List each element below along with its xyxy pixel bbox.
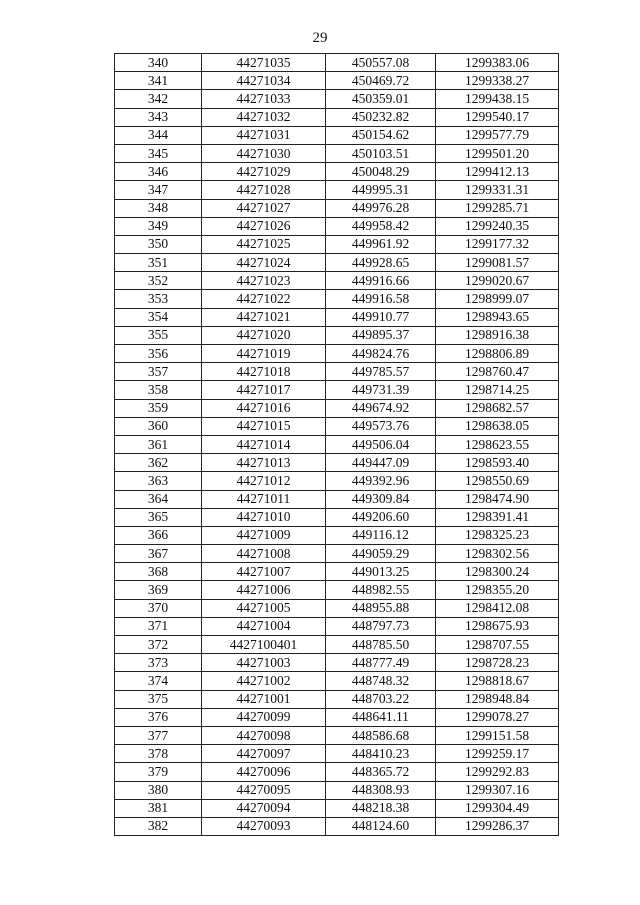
y-coordinate-cell: 1298412.08 (436, 599, 559, 617)
point-code-cell: 44271023 (202, 272, 326, 290)
y-coordinate-cell: 1299240.35 (436, 217, 559, 235)
page-number: 29 (312, 30, 328, 46)
x-coordinate-cell: 448777.49 (326, 654, 436, 672)
table-row (115, 817, 559, 835)
table-row (115, 199, 559, 217)
table-row (115, 272, 559, 290)
y-coordinate-cell: 1299338.27 (436, 72, 559, 90)
y-coordinate-cell: 1299577.79 (436, 126, 559, 144)
y-coordinate-cell: 1298999.07 (436, 290, 559, 308)
point-code-cell: 44271007 (202, 563, 326, 581)
point-number-cell: 363 (115, 472, 202, 490)
x-coordinate-cell: 448785.50 (326, 636, 436, 654)
point-number-cell: 350 (115, 235, 202, 253)
point-number-cell: 347 (115, 181, 202, 199)
y-coordinate-cell: 1299412.13 (436, 163, 559, 181)
x-coordinate-cell: 448797.73 (326, 617, 436, 635)
point-number-cell: 368 (115, 563, 202, 581)
x-coordinate-cell: 449995.31 (326, 181, 436, 199)
x-coordinate-cell: 449928.65 (326, 254, 436, 272)
point-code-cell: 44270099 (202, 708, 326, 726)
point-number-cell: 345 (115, 144, 202, 162)
point-code-cell: 44271029 (202, 163, 326, 181)
table-row (115, 781, 559, 799)
x-coordinate-cell: 448703.22 (326, 690, 436, 708)
table-row (115, 799, 559, 817)
point-number-cell: 371 (115, 617, 202, 635)
point-code-cell: 44271026 (202, 217, 326, 235)
point-code-cell: 44271022 (202, 290, 326, 308)
x-coordinate-cell: 449961.92 (326, 235, 436, 253)
point-number-cell: 352 (115, 272, 202, 290)
table-row (115, 708, 559, 726)
table-row (115, 217, 559, 235)
x-coordinate-cell: 450469.72 (326, 72, 436, 90)
x-coordinate-cell: 448586.68 (326, 726, 436, 744)
x-coordinate-cell: 448748.32 (326, 672, 436, 690)
y-coordinate-cell: 1298916.38 (436, 326, 559, 344)
point-number-cell: 343 (115, 108, 202, 126)
point-code-cell: 44271034 (202, 72, 326, 90)
x-coordinate-cell: 449206.60 (326, 508, 436, 526)
point-number-cell: 375 (115, 690, 202, 708)
coordinates-table (114, 53, 559, 836)
point-number-cell: 370 (115, 599, 202, 617)
point-code-cell: 44271021 (202, 308, 326, 326)
table-row (115, 399, 559, 417)
table-row (115, 545, 559, 563)
point-number-cell: 378 (115, 745, 202, 763)
point-code-cell: 44271016 (202, 399, 326, 417)
point-code-cell: 44270093 (202, 817, 326, 835)
y-coordinate-cell: 1298818.67 (436, 672, 559, 690)
point-code-cell: 44271005 (202, 599, 326, 617)
y-coordinate-cell: 1299020.67 (436, 272, 559, 290)
x-coordinate-cell: 449309.84 (326, 490, 436, 508)
point-number-cell: 356 (115, 345, 202, 363)
x-coordinate-cell: 449910.77 (326, 308, 436, 326)
point-code-cell: 44270095 (202, 781, 326, 799)
point-code-cell: 44271020 (202, 326, 326, 344)
y-coordinate-cell: 1298682.57 (436, 399, 559, 417)
y-coordinate-cell: 1299078.27 (436, 708, 559, 726)
table-row (115, 108, 559, 126)
point-number-cell: 374 (115, 672, 202, 690)
point-code-cell: 44271011 (202, 490, 326, 508)
point-code-cell: 44271013 (202, 454, 326, 472)
y-coordinate-cell: 1299438.15 (436, 90, 559, 108)
y-coordinate-cell: 1298675.93 (436, 617, 559, 635)
table-row (115, 254, 559, 272)
x-coordinate-cell: 449059.29 (326, 545, 436, 563)
table-row (115, 690, 559, 708)
x-coordinate-cell: 450154.62 (326, 126, 436, 144)
table-row (115, 745, 559, 763)
point-number-cell: 353 (115, 290, 202, 308)
x-coordinate-cell: 449674.92 (326, 399, 436, 417)
x-coordinate-cell: 449013.25 (326, 563, 436, 581)
table-row (115, 181, 559, 199)
y-coordinate-cell: 1299292.83 (436, 763, 559, 781)
x-coordinate-cell: 450048.29 (326, 163, 436, 181)
x-coordinate-cell: 449895.37 (326, 326, 436, 344)
point-code-cell: 44271031 (202, 126, 326, 144)
table-row (115, 381, 559, 399)
point-code-cell: 44271004 (202, 617, 326, 635)
x-coordinate-cell: 449731.39 (326, 381, 436, 399)
point-code-cell: 44271010 (202, 508, 326, 526)
x-coordinate-cell: 449506.04 (326, 435, 436, 453)
point-code-cell: 4427100401 (202, 636, 326, 654)
y-coordinate-cell: 1299383.06 (436, 54, 559, 72)
y-coordinate-cell: 1298474.90 (436, 490, 559, 508)
point-code-cell: 44271003 (202, 654, 326, 672)
y-coordinate-cell: 1299501.20 (436, 144, 559, 162)
point-code-cell: 44270096 (202, 763, 326, 781)
x-coordinate-cell: 450232.82 (326, 108, 436, 126)
point-number-cell: 348 (115, 199, 202, 217)
point-code-cell: 44271030 (202, 144, 326, 162)
point-code-cell: 44271024 (202, 254, 326, 272)
point-code-cell: 44271028 (202, 181, 326, 199)
y-coordinate-cell: 1298593.40 (436, 454, 559, 472)
y-coordinate-cell: 1299331.31 (436, 181, 559, 199)
table-row (115, 490, 559, 508)
table-row (115, 654, 559, 672)
x-coordinate-cell: 450557.08 (326, 54, 436, 72)
y-coordinate-cell: 1299307.16 (436, 781, 559, 799)
table-row (115, 345, 559, 363)
y-coordinate-cell: 1298391.41 (436, 508, 559, 526)
point-code-cell: 44271019 (202, 345, 326, 363)
point-number-cell: 346 (115, 163, 202, 181)
table-row (115, 599, 559, 617)
x-coordinate-cell: 448955.88 (326, 599, 436, 617)
point-code-cell: 44271012 (202, 472, 326, 490)
table-row (115, 54, 559, 72)
table-row (115, 417, 559, 435)
x-coordinate-cell: 448410.23 (326, 745, 436, 763)
x-coordinate-cell: 449916.66 (326, 272, 436, 290)
y-coordinate-cell: 1298300.24 (436, 563, 559, 581)
point-code-cell: 44271014 (202, 435, 326, 453)
table-row (115, 290, 559, 308)
table-row (115, 726, 559, 744)
y-coordinate-cell: 1298302.56 (436, 545, 559, 563)
point-number-cell: 341 (115, 72, 202, 90)
table-row (115, 144, 559, 162)
y-coordinate-cell: 1299081.57 (436, 254, 559, 272)
x-coordinate-cell: 448308.93 (326, 781, 436, 799)
table-row (115, 636, 559, 654)
point-number-cell: 360 (115, 417, 202, 435)
y-coordinate-cell: 1298550.69 (436, 472, 559, 490)
x-coordinate-cell: 450103.51 (326, 144, 436, 162)
point-code-cell: 44270098 (202, 726, 326, 744)
y-coordinate-cell: 1298638.05 (436, 417, 559, 435)
y-coordinate-cell: 1298948.84 (436, 690, 559, 708)
x-coordinate-cell: 449958.42 (326, 217, 436, 235)
point-number-cell: 355 (115, 326, 202, 344)
point-code-cell: 44271017 (202, 381, 326, 399)
table-row (115, 90, 559, 108)
point-number-cell: 362 (115, 454, 202, 472)
point-number-cell: 380 (115, 781, 202, 799)
point-number-cell: 344 (115, 126, 202, 144)
point-number-cell: 373 (115, 654, 202, 672)
point-number-cell: 382 (115, 817, 202, 835)
point-number-cell: 369 (115, 581, 202, 599)
x-coordinate-cell: 449116.12 (326, 526, 436, 544)
point-number-cell: 354 (115, 308, 202, 326)
point-number-cell: 361 (115, 435, 202, 453)
point-number-cell: 366 (115, 526, 202, 544)
point-code-cell: 44271035 (202, 54, 326, 72)
y-coordinate-cell: 1298760.47 (436, 363, 559, 381)
point-number-cell: 379 (115, 763, 202, 781)
point-code-cell: 44270094 (202, 799, 326, 817)
y-coordinate-cell: 1299259.17 (436, 745, 559, 763)
point-code-cell: 44271002 (202, 672, 326, 690)
point-code-cell: 44271009 (202, 526, 326, 544)
table-row (115, 326, 559, 344)
point-code-cell: 44271032 (202, 108, 326, 126)
x-coordinate-cell: 449916.58 (326, 290, 436, 308)
table-row (115, 308, 559, 326)
point-number-cell: 364 (115, 490, 202, 508)
point-code-cell: 44271018 (202, 363, 326, 381)
y-coordinate-cell: 1298623.55 (436, 435, 559, 453)
x-coordinate-cell: 449392.96 (326, 472, 436, 490)
table-row (115, 672, 559, 690)
point-number-cell: 349 (115, 217, 202, 235)
point-number-cell: 372 (115, 636, 202, 654)
point-number-cell: 367 (115, 545, 202, 563)
point-code-cell: 44271027 (202, 199, 326, 217)
table-row (115, 508, 559, 526)
point-number-cell: 377 (115, 726, 202, 744)
x-coordinate-cell: 449573.76 (326, 417, 436, 435)
point-number-cell: 342 (115, 90, 202, 108)
point-code-cell: 44270097 (202, 745, 326, 763)
y-coordinate-cell: 1298728.23 (436, 654, 559, 672)
point-code-cell: 44271025 (202, 235, 326, 253)
x-coordinate-cell: 450359.01 (326, 90, 436, 108)
table-row (115, 72, 559, 90)
table-row (115, 581, 559, 599)
point-number-cell: 376 (115, 708, 202, 726)
y-coordinate-cell: 1299151.58 (436, 726, 559, 744)
y-coordinate-cell: 1298806.89 (436, 345, 559, 363)
y-coordinate-cell: 1298943.65 (436, 308, 559, 326)
point-code-cell: 44271001 (202, 690, 326, 708)
y-coordinate-cell: 1298325.23 (436, 526, 559, 544)
point-number-cell: 340 (115, 54, 202, 72)
x-coordinate-cell: 449447.09 (326, 454, 436, 472)
y-coordinate-cell: 1299285.71 (436, 199, 559, 217)
table-row (115, 763, 559, 781)
table-row (115, 526, 559, 544)
y-coordinate-cell: 1298714.25 (436, 381, 559, 399)
table-row (115, 163, 559, 181)
table-row (115, 617, 559, 635)
y-coordinate-cell: 1299177.32 (436, 235, 559, 253)
point-number-cell: 381 (115, 799, 202, 817)
x-coordinate-cell: 448982.55 (326, 581, 436, 599)
table-row (115, 472, 559, 490)
x-coordinate-cell: 448641.11 (326, 708, 436, 726)
y-coordinate-cell: 1299540.17 (436, 108, 559, 126)
point-code-cell: 44271015 (202, 417, 326, 435)
point-number-cell: 365 (115, 508, 202, 526)
x-coordinate-cell: 448124.60 (326, 817, 436, 835)
x-coordinate-cell: 448218.38 (326, 799, 436, 817)
x-coordinate-cell: 449976.28 (326, 199, 436, 217)
point-number-cell: 358 (115, 381, 202, 399)
x-coordinate-cell: 449824.76 (326, 345, 436, 363)
table-row (115, 363, 559, 381)
point-code-cell: 44271006 (202, 581, 326, 599)
table-row (115, 126, 559, 144)
x-coordinate-cell: 449785.57 (326, 363, 436, 381)
table-row (115, 454, 559, 472)
point-number-cell: 351 (115, 254, 202, 272)
y-coordinate-cell: 1299304.49 (436, 799, 559, 817)
y-coordinate-cell: 1298355.20 (436, 581, 559, 599)
point-number-cell: 357 (115, 363, 202, 381)
y-coordinate-cell: 1299286.37 (436, 817, 559, 835)
table-row (115, 435, 559, 453)
point-code-cell: 44271033 (202, 90, 326, 108)
x-coordinate-cell: 448365.72 (326, 763, 436, 781)
table-row (115, 563, 559, 581)
table-row (115, 235, 559, 253)
table-body (115, 54, 559, 836)
y-coordinate-cell: 1298707.55 (436, 636, 559, 654)
point-code-cell: 44271008 (202, 545, 326, 563)
point-number-cell: 359 (115, 399, 202, 417)
